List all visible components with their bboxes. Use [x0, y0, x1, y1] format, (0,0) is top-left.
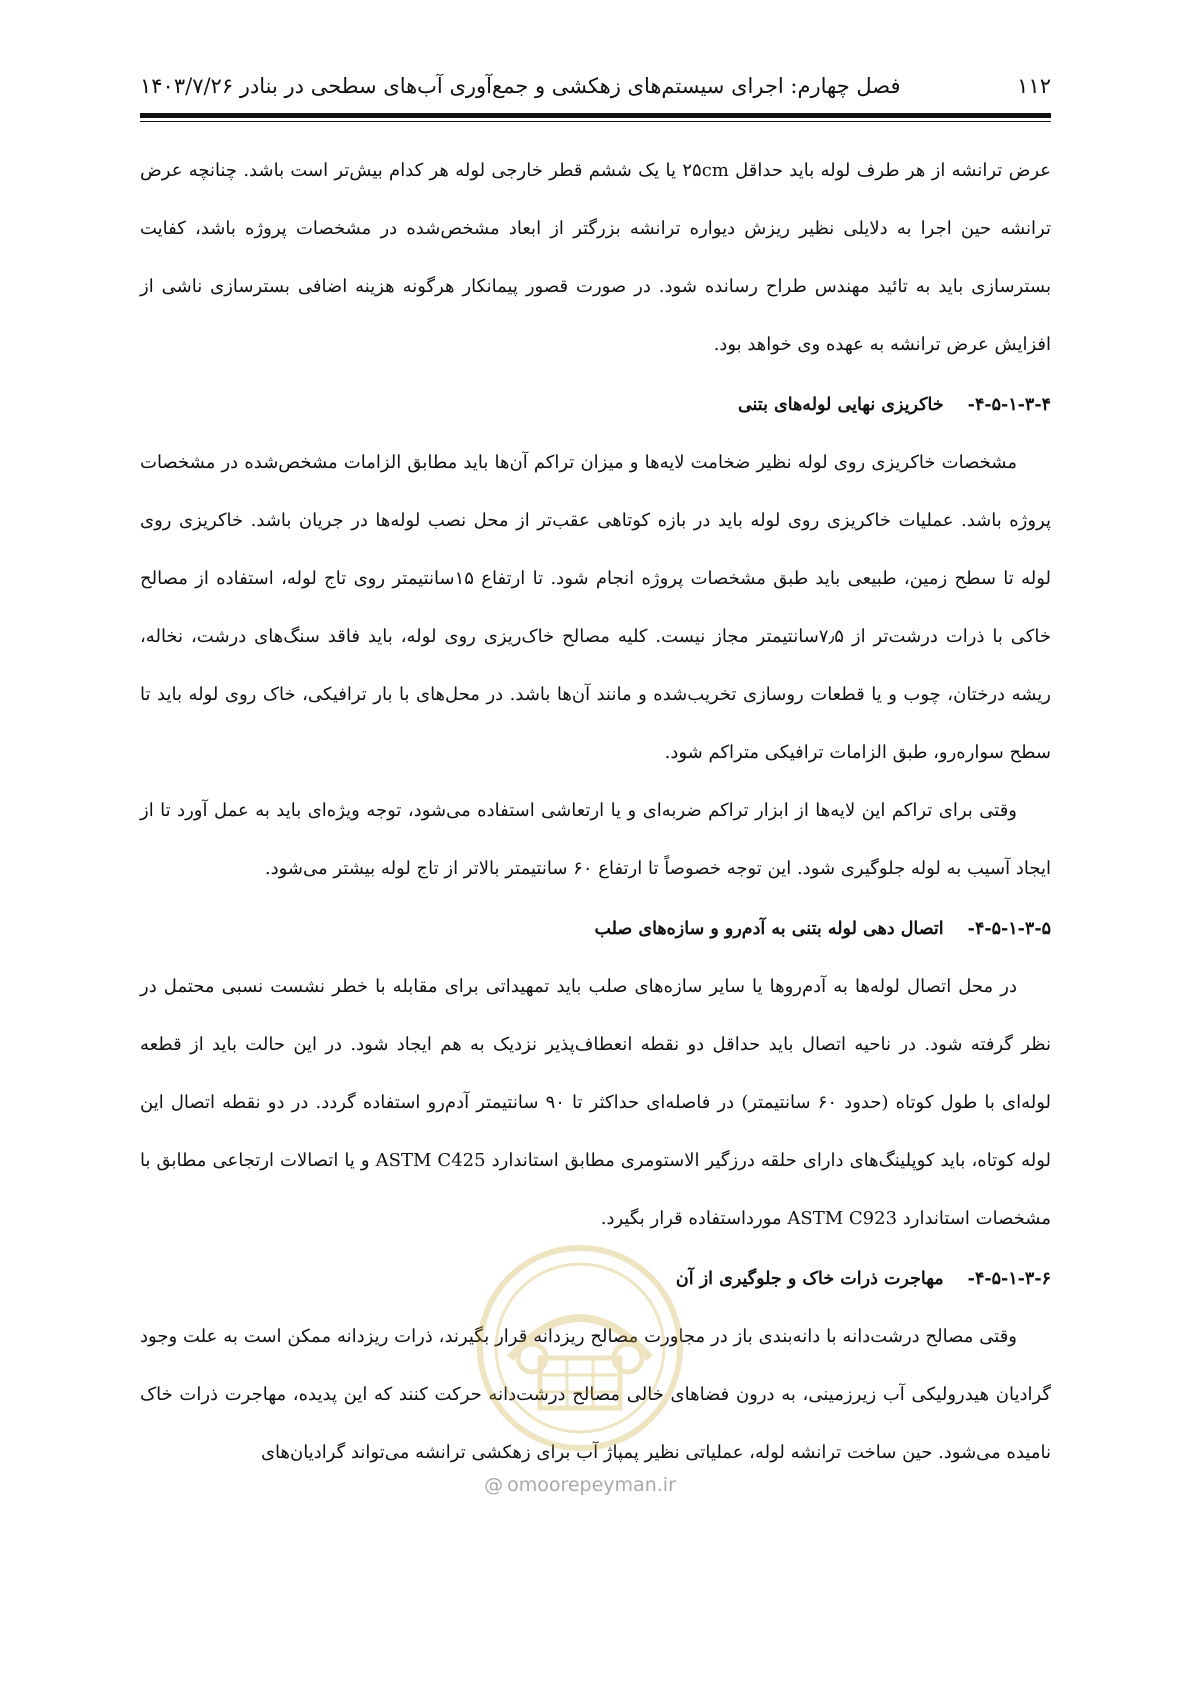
section-number: ۴-۵-۱-۳-۵- [967, 919, 1051, 939]
section-heading-final-backfill [140, 382, 1051, 428]
watermark-site-text: omoorepeyman.ir [507, 1474, 676, 1496]
page-number: ۱۱۲ [1017, 74, 1051, 98]
at-icon: @ [484, 1474, 504, 1496]
section-title: اتصال دهی لوله بتنی به آدم‌رو و سازه‌های صلب [594, 919, 944, 939]
section-number: ۴-۵-۱-۳-۶- [967, 1269, 1051, 1289]
paragraph-trench-width: عرض ترانشه از هر طرف لوله باید حداقل ۲۵cm یا یک ششم قطر خارجی لوله هر کدام بیش‌تر است باشد. چنانچه عرض ترانشه حین اجرا به دلایلی نظیر ریزش دیواره ترانشه بزرگتر از ابعاد مشخص‌شده در مشخصات پروژه باشد، کفایت بسترسازی باید به تائید مهندس طراح رسانده شود. در صورت قصور پیمانکار هرگونه هزینه اضافی بسترسازی ناشی از افزایش عرض ترانشه به عهده وی خواهد بود. [140, 160, 1051, 355]
paragraph-compaction: وقتی برای تراکم این لایه‌ها از ابزار تراکم ضربه‌ای و یا ارتعاشی استفاده می‌شود، توجه ویژه‌ای باید به عمل آورد تا از ایجاد آسیب به لوله جلوگیری شود. این توجه خصوصاً تا ارتفاع ۶۰ سانتیمتر بالاتر از تاج لوله بیشتر می‌شود. [140, 800, 1051, 879]
watermark-site [450, 1474, 710, 1496]
paragraph-connection: در محل اتصال لوله‌ها به آدم‌روها یا سایر سازه‌های صلب باید تمهیداتی برای مقابله با خطر نشست نسبی محتمل در نظر گرفته شود. در ناحیه اتصال باید حداقل دو نقطه انعطاف‌پذیر نزدیک به هم ایجاد شود. در این حالت باید از قطعه لوله‌ای با طول کوتاه (حدود ۶۰ سانتیمتر) در فاصله‌ای حداکثر تا ۹۰ سانتیمتر آدم‌رو استفاده گردد. در دو نقطه اتصال این لوله کوتاه، باید کوپلینگ‌های دارای حلقه درزگیر الاستومری مطابق استاندارد ASTM C425 و یا اتصالات ارتجاعی مطابق با مشخصات استاندارد ASTM C923 مورداستفاده قرار بگیرد. [140, 976, 1052, 1229]
paragraph-soil-migration: وقتی مصالح درشت‌دانه با دانه‌بندی باز در مجاورت مصالح ریزدانه قرار بگیرند، ذرات ریزدانه ممکن است به علت وجود گرادیان هیدرولیکی آب زیرزمینی، به درون فضاهای خالی مصالح درشت‌دانه حرکت کنند که این پدیده، مهاجرت ذرات خاک نامیده می‌شود. حین ساخت ترانشه لوله، عملیاتی نظیر پمپاژ آب برای زهکشی ترانشه می‌تواند گرادیان‌های [140, 1326, 1051, 1463]
header-rule-thick [140, 113, 1051, 118]
section-heading-migration [140, 1256, 1051, 1302]
section-title: خاکریزی نهایی لوله‌های بتنی [737, 395, 944, 415]
running-header [140, 68, 1051, 108]
section-heading-connection [140, 906, 1051, 952]
body-text [140, 142, 1051, 1482]
paragraph-backfill-specs: مشخصات خاکریزی روی لوله نظیر ضخامت لایه‌ها و میزان تراکم آن‌ها باید مطابق الزامات مشخص‌شده در مشخصات پروژه باشد. عملیات خاکریزی روی لوله باید در بازه کوتاهی عقب‌تر از محل نصب لوله‌ها در جریان باشد. خاکریزی روی لوله تا سطح زمین، طبیعی باید طبق مشخصات پروژه انجام شود. تا ارتفاع ۱۵سانتیمتر روی تاج لوله، استفاده از مصالح خاکی با ذرات درشت‌تر از ۷٫۵سانتیمتر مجاز نیست. کلیه مصالح خاک‌ریزی روی لوله، باید فاقد سنگ‌های درشت، نخاله، ریشه درختان، چوب و یا قطعات روسازی تخریب‌شده و مانند آن‌ها باشد. در محل‌های با بار ترافیکی، خاک روی لوله باید تا سطح سواره‌رو، طبق الزامات ترافیکی متراکم شود. [140, 452, 1052, 763]
section-number: ۴-۵-۱-۳-۴- [967, 395, 1051, 415]
header-rule-thin [140, 121, 1051, 122]
header-title: فصل چهارم: اجرای سیستم‌های زهکشی و جمع‌آوری آب‌های سطحی در بنادر ۱۴۰۳/۷/۲۶ [140, 74, 901, 98]
section-title: مهاجرت ذرات خاک و جلوگیری از آن [675, 1269, 944, 1289]
